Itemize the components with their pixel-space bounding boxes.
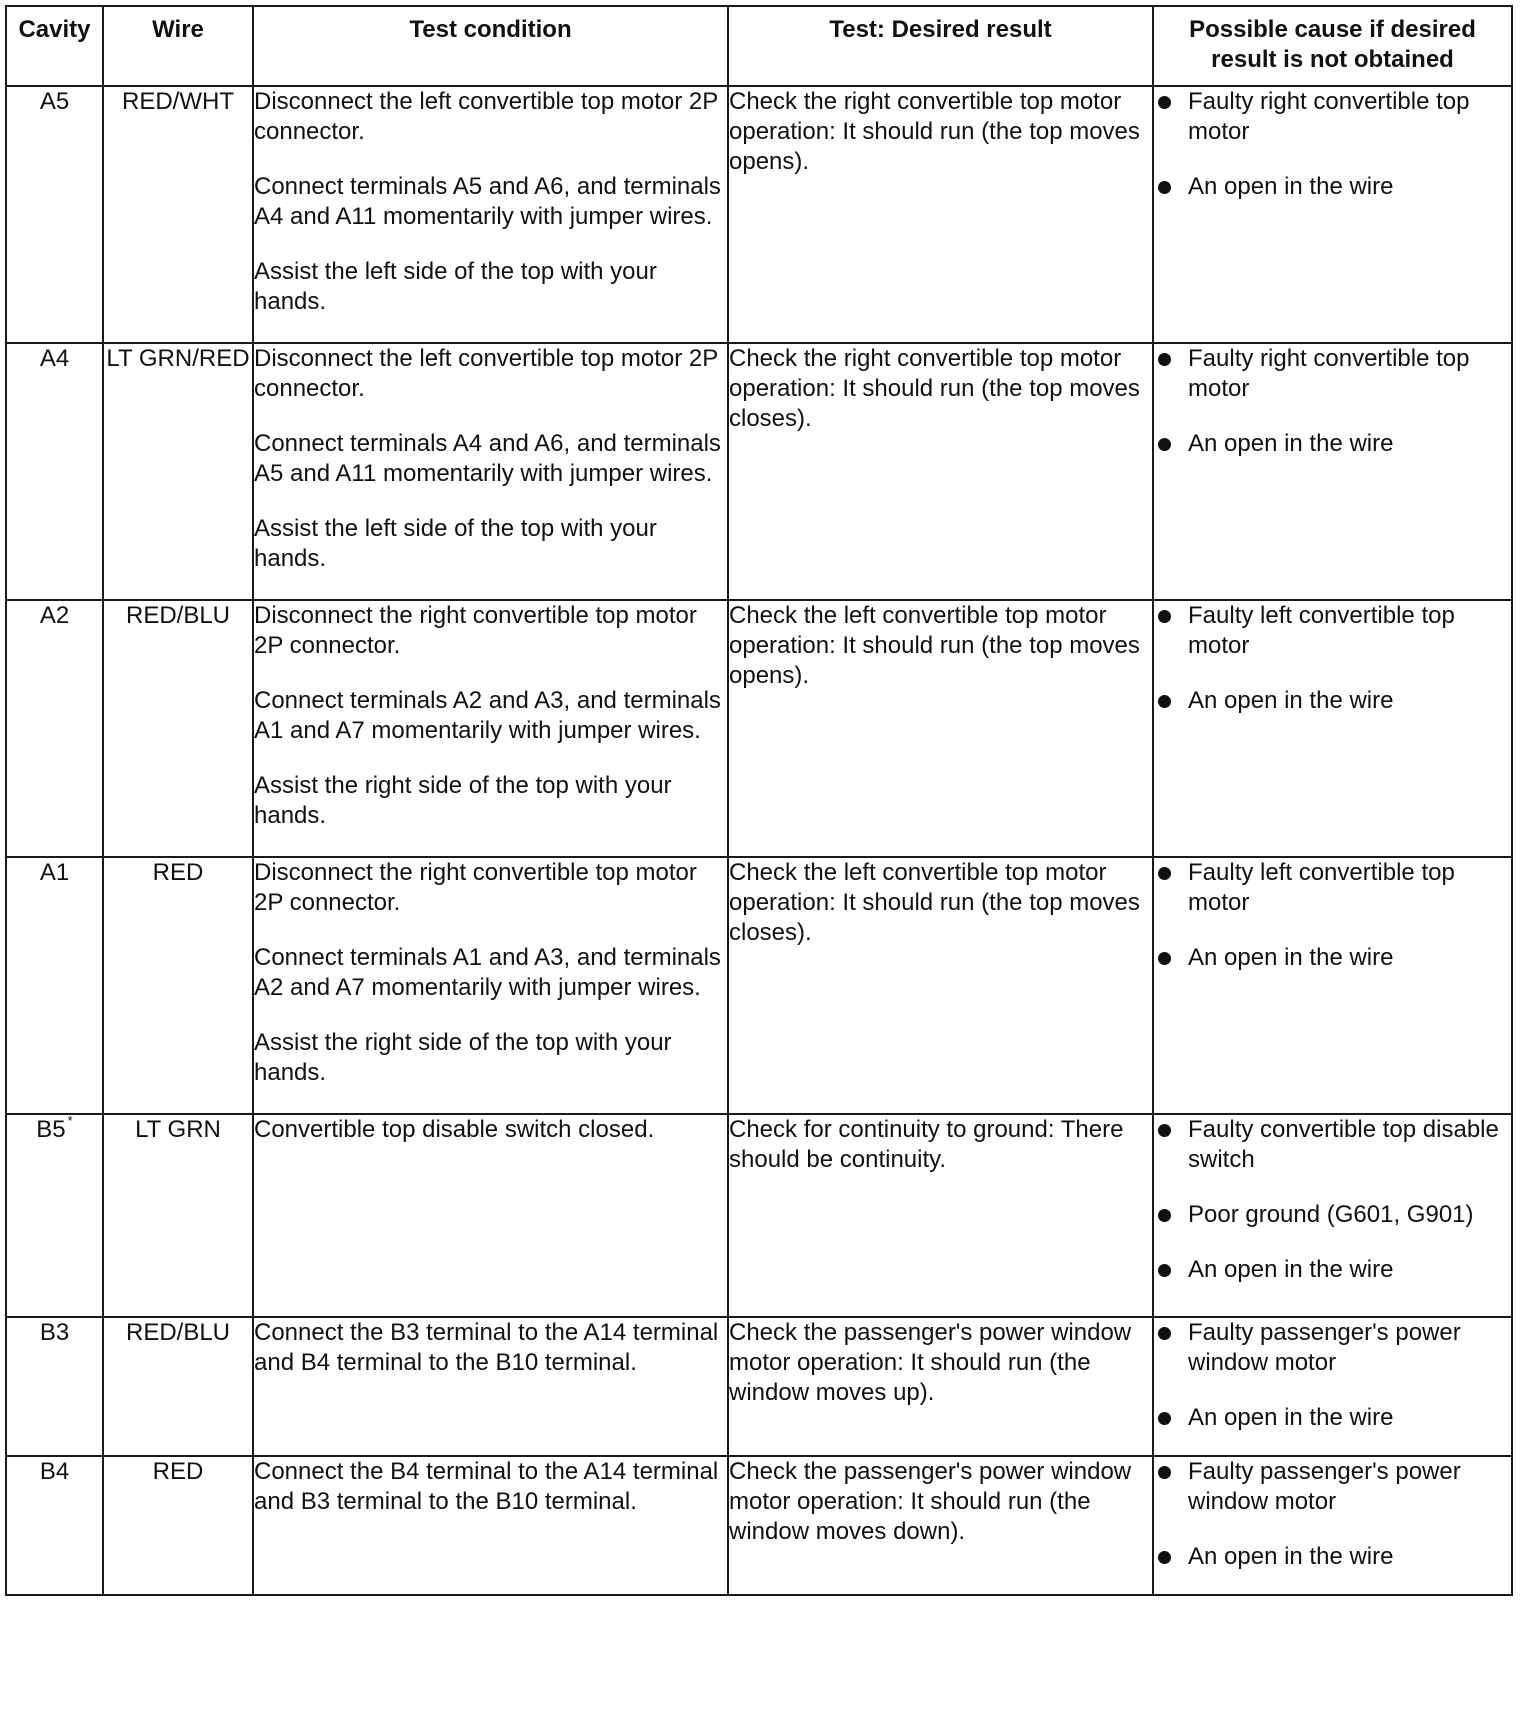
condition-step: Connect terminals A4 and A6, and terminals A5 and A11 momentarily with jumper wires. [254, 430, 721, 487]
desired-result-cell: Check the right convertible top motor operation: It should run (the top moves closes). [728, 343, 1153, 600]
cause-item [1154, 1457, 1511, 1517]
cavity-cell: A1 [6, 857, 103, 1114]
cause-item [1154, 172, 1511, 202]
bullet-icon [1158, 96, 1171, 109]
header-row [6, 6, 1512, 86]
condition-step: Connect terminals A2 and A3, and terminals A1 and A7 momentarily with jumper wires. [254, 687, 721, 744]
desired-result-cell: Check the right convertible top motor operation: It should run (the top moves opens). [728, 86, 1153, 343]
header-wire: Wire [103, 6, 253, 86]
desired-result-cell: Check the passenger's power window motor operation: It should run (the window moves up). [728, 1317, 1153, 1456]
cause-text: An open in the wire [1188, 687, 1394, 714]
wire-cell: RED/WHT [103, 86, 253, 343]
cavity-cell: B4 [6, 1456, 103, 1595]
table-row [6, 86, 1512, 343]
wire-cell: RED/BLU [103, 1317, 253, 1456]
possible-cause-cell [1153, 1114, 1512, 1317]
header-test-condition: Test condition [253, 6, 728, 86]
desired-result-cell: Check the left convertible top motor operation: It should run (the top moves closes). [728, 857, 1153, 1114]
cause-text: An open in the wire [1188, 1256, 1394, 1283]
cause-text: An open in the wire [1188, 173, 1394, 200]
bullet-icon [1158, 438, 1171, 451]
condition-step: Disconnect the right convertible top motor 2P connector. [254, 859, 697, 916]
condition-step: Assist the right side of the top with your hands. [254, 1029, 672, 1086]
possible-cause-cell [1153, 857, 1512, 1114]
test-condition-cell [253, 86, 728, 343]
condition-step: Connect terminals A1 and A3, and terminals A2 and A7 momentarily with jumper wires. [254, 944, 721, 1001]
wire-cell: RED [103, 857, 253, 1114]
cause-text: Faulty right convertible top motor [1188, 345, 1470, 402]
condition-step: Connect the B4 terminal to the A14 terminal and B3 terminal to the B10 terminal. [254, 1458, 719, 1515]
cause-text: Poor ground (G601, G901) [1188, 1201, 1474, 1228]
cause-text: Faulty passenger's power window motor [1188, 1458, 1461, 1515]
cause-item [1154, 943, 1511, 973]
desired-result-cell: Check for continuity to ground: There should be continuity. [728, 1114, 1153, 1317]
cavity-cell: A4 [6, 343, 103, 600]
cause-item [1154, 1403, 1511, 1433]
wire-cell: LT GRN/RED [103, 343, 253, 600]
possible-cause-cell [1153, 1317, 1512, 1456]
wire-cell: RED/BLU [103, 600, 253, 857]
table-row [6, 1114, 1512, 1317]
cause-text: Faulty passenger's power window motor [1188, 1319, 1461, 1376]
cavity-label: B5 [36, 1116, 66, 1143]
wire-cell: LT GRN [103, 1114, 253, 1317]
condition-step: Disconnect the left convertible top motor 2P connector. [254, 345, 718, 402]
condition-step: Convertible top disable switch closed. [254, 1116, 655, 1143]
table-row [6, 600, 1512, 857]
table-row [6, 1456, 1512, 1595]
cause-item [1154, 858, 1511, 918]
cause-item [1154, 1255, 1511, 1285]
desired-result-cell: Check the left convertible top motor operation: It should run (the top moves opens). [728, 600, 1153, 857]
diagnostic-table [5, 5, 1513, 1596]
cause-item [1154, 87, 1511, 147]
bullet-icon [1158, 952, 1171, 965]
bullet-icon [1158, 1327, 1171, 1340]
condition-step: Assist the left side of the top with your hands. [254, 515, 657, 572]
cause-text: Faulty convertible top disable switch [1188, 1116, 1499, 1173]
condition-step: Disconnect the right convertible top motor 2P connector. [254, 602, 697, 659]
cause-text: Faulty right convertible top motor [1188, 88, 1470, 145]
header-desired-result: Test: Desired result [728, 6, 1153, 86]
bullet-icon [1158, 1264, 1171, 1277]
cause-text: An open in the wire [1188, 430, 1394, 457]
cause-item [1154, 1542, 1511, 1572]
wire-cell: RED [103, 1456, 253, 1595]
cause-item [1154, 1115, 1511, 1175]
cause-item [1154, 429, 1511, 459]
cavity-cell: B3 [6, 1317, 103, 1456]
test-condition-cell [253, 343, 728, 600]
header-possible-cause: Possible cause if desired result is not obtained [1153, 6, 1512, 86]
cause-text: Faulty left convertible top motor [1188, 859, 1455, 916]
cavity-cell: A2 [6, 600, 103, 857]
desired-result-cell: Check the passenger's power window motor operation: It should run (the window moves down). [728, 1456, 1153, 1595]
table-row [6, 857, 1512, 1114]
test-condition-cell [253, 1456, 728, 1595]
bullet-icon [1158, 1124, 1171, 1137]
bullet-icon [1158, 695, 1171, 708]
test-condition-cell [253, 857, 728, 1114]
possible-cause-cell [1153, 86, 1512, 343]
condition-step: Assist the left side of the top with your hands. [254, 258, 657, 315]
bullet-icon [1158, 1412, 1171, 1425]
cause-item [1154, 344, 1511, 404]
condition-step: Disconnect the left convertible top motor 2P connector. [254, 88, 718, 145]
bullet-icon [1158, 1466, 1171, 1479]
table-row [6, 343, 1512, 600]
condition-step: Connect terminals A5 and A6, and terminals A4 and A11 momentarily with jumper wires. [254, 173, 721, 230]
condition-step: Assist the right side of the top with your hands. [254, 772, 672, 829]
cause-text: An open in the wire [1188, 944, 1394, 971]
possible-cause-cell [1153, 1456, 1512, 1595]
cavity-cell: A5 [6, 86, 103, 343]
possible-cause-cell [1153, 600, 1512, 857]
cause-text: An open in the wire [1188, 1404, 1394, 1431]
bullet-icon [1158, 610, 1171, 623]
cause-item [1154, 1318, 1511, 1378]
cause-text: Faulty left convertible top motor [1188, 602, 1455, 659]
header-cavity: Cavity [6, 6, 103, 86]
condition-step: Connect the B3 terminal to the A14 terminal and B4 terminal to the B10 terminal. [254, 1319, 719, 1376]
bullet-icon [1158, 181, 1171, 194]
bullet-icon [1158, 353, 1171, 366]
test-condition-cell [253, 1114, 728, 1317]
table-row [6, 1317, 1512, 1456]
cause-item [1154, 1200, 1511, 1230]
cause-item [1154, 686, 1511, 716]
cavity-cell [6, 1114, 103, 1317]
bullet-icon [1158, 1209, 1171, 1222]
cause-item [1154, 601, 1511, 661]
test-condition-cell [253, 600, 728, 857]
footnote-mark: * [67, 1113, 73, 1128]
bullet-icon [1158, 867, 1171, 880]
possible-cause-cell [1153, 343, 1512, 600]
test-condition-cell [253, 1317, 728, 1456]
cause-text: An open in the wire [1188, 1543, 1394, 1570]
bullet-icon [1158, 1551, 1171, 1564]
